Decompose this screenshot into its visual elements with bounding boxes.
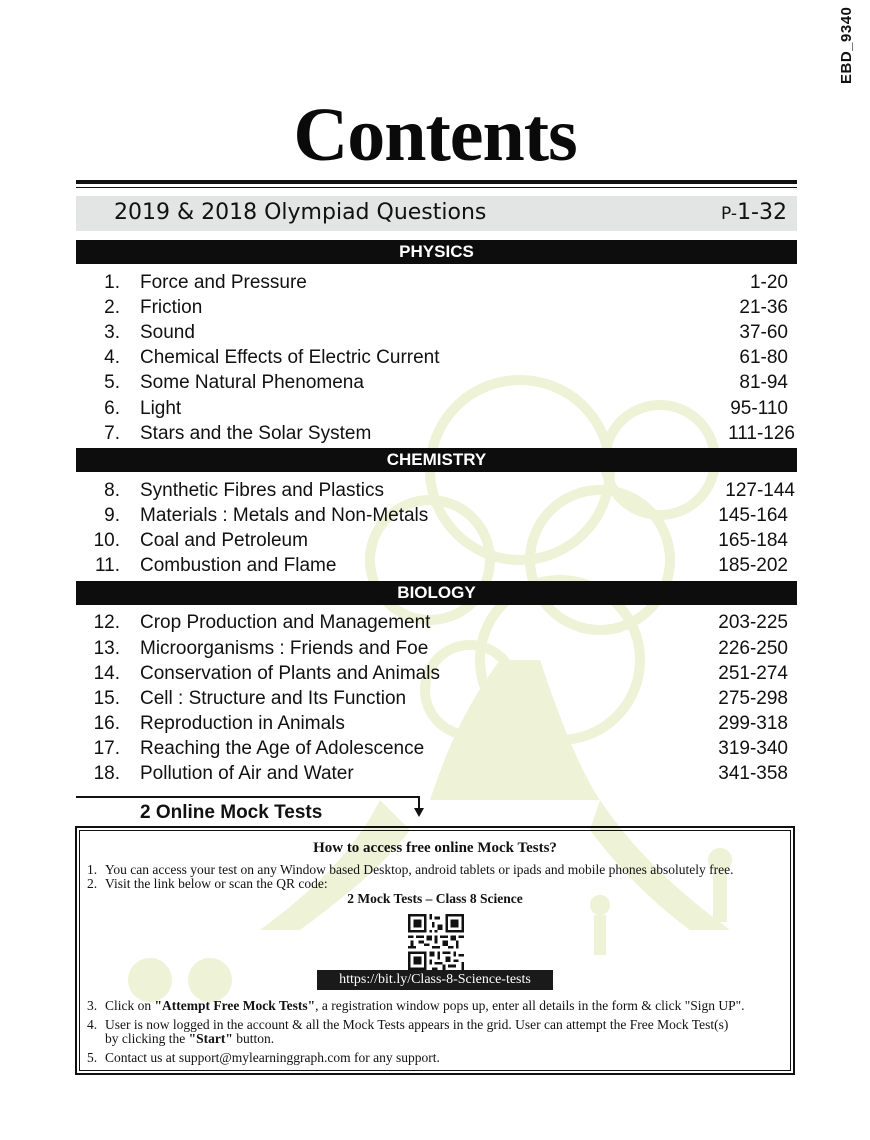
mock-info-box [75, 826, 795, 1075]
mock-step-4 [87, 1017, 787, 1032]
toc-number: 12. [93, 612, 120, 633]
toc-pages: 21-36 [739, 297, 788, 318]
toc-number: 9. [104, 505, 120, 526]
toc-number: 10. [93, 530, 120, 551]
section-physics: PHYSICS [76, 240, 797, 264]
toc-pages: 61-80 [739, 347, 788, 368]
toc-number: 11. [94, 555, 120, 576]
step-text: button. [232, 1031, 275, 1046]
toc-number: 7. [104, 423, 120, 444]
toc-pages: 111-126 [728, 423, 795, 444]
step-text-bold: "Attempt Free Mock Tests" [154, 998, 316, 1013]
toc-row[interactable] [76, 322, 797, 347]
mock-step-1 [87, 862, 787, 877]
section-chemistry: CHEMISTRY [76, 448, 797, 472]
mock-leader-line [76, 796, 420, 798]
toc-number: 8. [104, 480, 120, 501]
section-biology: BIOLOGY [76, 581, 797, 605]
toc-number: 13. [93, 638, 120, 659]
mock-subtitle: 2 Mock Tests – Class 8 Science [347, 891, 523, 906]
step-number: 3. [87, 998, 98, 1013]
toc-number: 5. [104, 372, 120, 393]
mock-box-title: How to access free online Mock Tests? [313, 840, 557, 856]
mock-test-link[interactable]: https://bit.ly/Class-8-Science-tests [317, 970, 553, 990]
mock-step-3 [87, 998, 787, 1013]
toc-row[interactable] [76, 738, 797, 763]
toc-pages: 251-274 [718, 663, 788, 684]
toc-row[interactable] [76, 638, 797, 663]
page-title: Contents [293, 93, 577, 177]
step-number: 2. [87, 876, 98, 891]
toc-title: Force and Pressure [140, 272, 307, 293]
toc-pages: 37-60 [739, 322, 788, 343]
toc-number: 15. [93, 688, 120, 709]
toc-number: 18. [93, 763, 120, 784]
toc-title: Sound [140, 322, 195, 343]
toc-title: Microorganisms : Friends and Foe [140, 638, 429, 659]
mock-step-2 [87, 876, 787, 891]
toc-row[interactable] [76, 372, 797, 397]
toc-title: Synthetic Fibres and Plastics [140, 480, 384, 501]
toc-pages: 1-20 [749, 272, 788, 293]
toc-row[interactable] [76, 505, 797, 530]
toc-title: Friction [140, 297, 203, 318]
step-text: Visit the link below or scan the QR code: [105, 876, 328, 891]
step-text: Click on [105, 998, 155, 1013]
toc-title: Conservation of Plants and Animals [140, 663, 440, 684]
step-number: 5. [87, 1050, 98, 1065]
toc-title: Materials : Metals and Non-Metals [140, 505, 429, 526]
toc-number: 1. [104, 272, 120, 293]
book-code: EBD_9340 [838, 6, 855, 84]
olympiad-title: 2019 & 2018 Olympiad Questions [114, 200, 487, 225]
toc-title: Cell : Structure and Its Function [140, 688, 407, 709]
toc-row[interactable] [76, 530, 797, 555]
mock-step-5 [87, 1050, 787, 1065]
toc-title: Reproduction in Animals [140, 713, 345, 734]
toc-row[interactable] [76, 423, 797, 448]
step-text: You can access your test on any Window based Desktop, android tablets or ipads and mobile phones absolutely free. [105, 862, 734, 877]
toc-pages: 203-225 [718, 612, 788, 633]
toc-row[interactable] [76, 297, 797, 322]
toc-title: Reaching the Age of Adolescence [140, 738, 425, 759]
toc-title: Chemical Effects of Electric Current [140, 347, 440, 368]
toc-row[interactable] [76, 763, 797, 788]
toc-title: Light [140, 398, 182, 419]
toc-pages: 81-94 [739, 372, 788, 393]
toc-row[interactable] [76, 555, 797, 580]
toc-title: Coal and Petroleum [140, 530, 308, 551]
toc-row[interactable] [76, 612, 797, 637]
toc-pages: 95-110 [730, 398, 788, 419]
toc-pages: 185-202 [718, 555, 788, 576]
toc-row[interactable] [76, 688, 797, 713]
qr-code-image[interactable] [408, 914, 464, 970]
toc-pages: 275-298 [718, 688, 788, 709]
step-text: User is now logged in the account & all the Mock Tests appears in the grid. User can attempt the Free Mock Test(s) [105, 1017, 729, 1032]
toc-pages: 145-164 [718, 505, 788, 526]
toc-number: 3. [104, 322, 120, 343]
toc-number: 6. [104, 398, 120, 419]
toc-pages: 127-144 [725, 480, 795, 501]
mock-heading: 2 Online Mock Tests [140, 802, 323, 823]
title-rule-thick [76, 180, 797, 184]
toc-pages: 165-184 [718, 530, 788, 551]
toc-row[interactable] [76, 272, 797, 297]
mock-step-4-continued [87, 1031, 787, 1046]
step-text: Contact us at support@mylearninggraph.com for any support. [105, 1050, 440, 1065]
olympiad-pages-prefix: P- [721, 204, 738, 224]
step-number: 1. [87, 862, 98, 877]
toc-title: Stars and the Solar System [140, 423, 372, 444]
toc-number: 4. [104, 347, 120, 368]
toc-row[interactable] [76, 480, 797, 505]
toc-pages: 226-250 [718, 638, 788, 659]
toc-title: Pollution of Air and Water [140, 763, 354, 784]
olympiad-pages [721, 200, 787, 225]
arrow-down-icon [414, 808, 424, 817]
toc-number: 17. [93, 738, 120, 759]
toc-number: 16. [93, 713, 120, 734]
toc-pages: 319-340 [718, 738, 788, 759]
step-number: 4. [87, 1017, 98, 1032]
toc-title: Combustion and Flame [140, 555, 337, 576]
toc-number: 14. [93, 663, 120, 684]
toc-pages: 299-318 [718, 713, 788, 734]
toc-title: Some Natural Phenomena [140, 372, 364, 393]
toc-number: 2. [104, 297, 120, 318]
title-rule-thin [76, 187, 797, 188]
toc-row[interactable] [76, 663, 797, 688]
toc-pages: 341-358 [718, 763, 788, 784]
step-text-bold: "Start" [188, 1031, 233, 1046]
olympiad-pages-range: 1-32 [737, 200, 787, 225]
step-text: , a registration window pops up, enter all details in the form & click "Sign UP". [315, 998, 745, 1013]
toc-title: Crop Production and Management [140, 612, 431, 633]
step-text: by clicking the [105, 1031, 189, 1046]
toc-row[interactable] [76, 398, 797, 423]
toc-row[interactable] [76, 713, 797, 738]
olympiad-bar[interactable] [76, 196, 797, 231]
toc-row[interactable] [76, 347, 797, 372]
